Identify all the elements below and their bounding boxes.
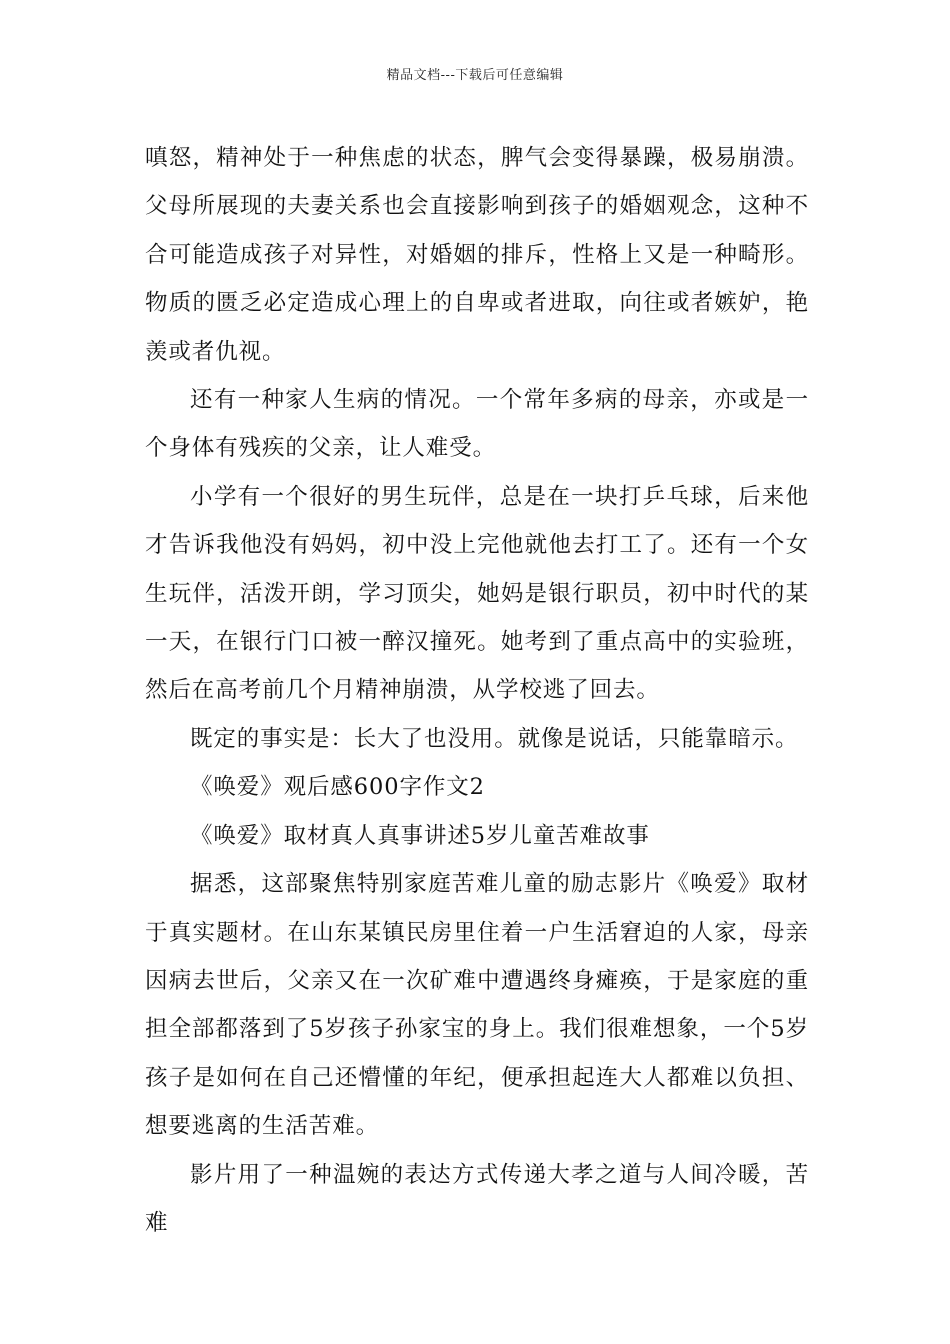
page-header: 精品文档---下载后可任意编辑 <box>386 68 564 83</box>
document-body <box>145 134 809 1247</box>
paragraph-conclusion: 既定的事实是：长大了也没用。就像是说话，只能靠暗示。 <box>190 725 799 752</box>
paragraph-childhood-friends: 小学有一个很好的男生玩伴，总是在一块打乒乓球，后来他才告诉我他没有妈妈，初中没上完他就他去打工了。还有一个女生玩伴，活泼开朗，学习顶尖，她妈是银行职员，初中时代的某一天，在银行门口被一醉汉撞死。她考到了重点高中的实验班，然后在高考前几个月精神崩溃，从学校逃了回去。 <box>145 483 809 704</box>
section-subtitle: 《唤爱》取材真人真事讲述5岁儿童苦难故事 <box>190 822 650 849</box>
paragraph-illness: 还有一种家人生病的情况。一个常年多病的母亲，亦或是一个身体有残疾的父亲，让人难受。 <box>145 387 809 462</box>
paragraph-film-expression: 影片用了一种温婉的表达方式传递大孝之道与人间冷暖，苦难 <box>145 1161 809 1236</box>
paragraph-continuation: 嗔怒，精神处于一种焦虑的状态，脾气会变得暴躁，极易崩溃。父母所展现的夫妻关系也会直接影响到孩子的婚姻观念，这种不合可能造成孩子对异性，对婚姻的排斥，性格上又是一种畸形。物质的匮乏必定造成心理上的自卑或者进取，向往或者嫉妒，艳羡或者仇视。 <box>145 145 809 365</box>
section-title: 《唤爱》观后感600字作文2 <box>190 774 485 801</box>
paragraph-film-background: 据悉，这部聚焦特别家庭苦难儿童的励志影片《唤爱》取材于真实题材。在山东某镇民房里住着一户生活窘迫的人家，母亲因病去世后，父亲又在一次矿难中遭遇终身瘫痪，于是家庭的重担全部都落到了5岁孩子孙家宝的身上。我们很难想象，一个5岁孩子是如何在自己还懵懂的年纪，便承担起连大人都难以负担、想要逃离的生活苦难。 <box>145 871 809 1140</box>
